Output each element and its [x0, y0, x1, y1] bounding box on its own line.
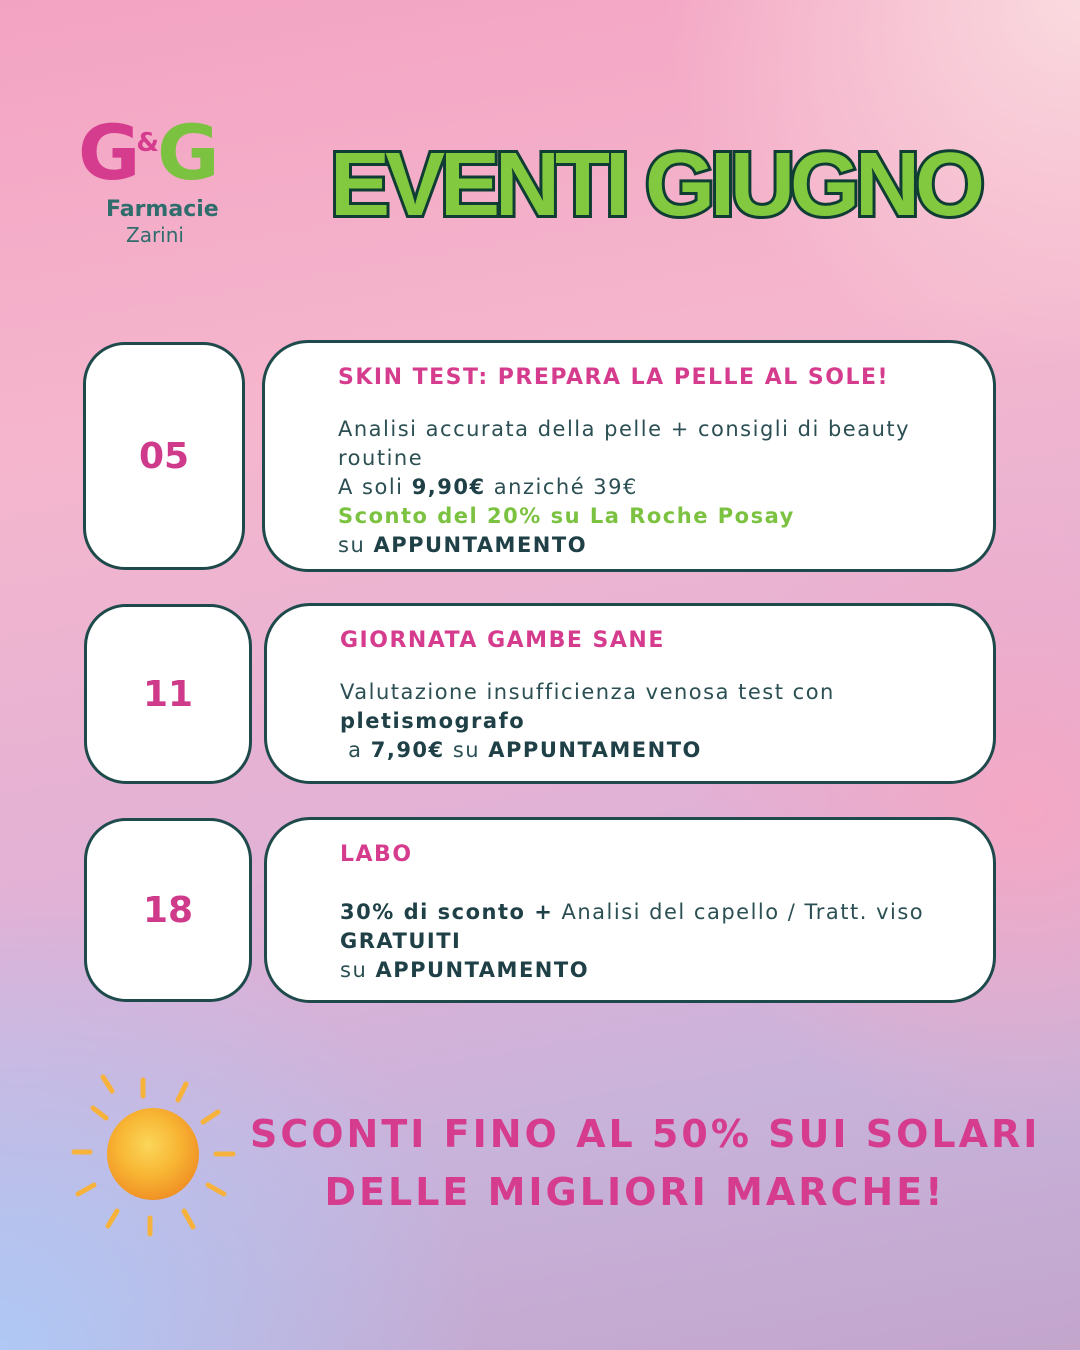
- price-suffix: anziché 39€: [485, 475, 638, 499]
- event-title: SKIN TEST: PREPARA LA PELLE AL SOLE!: [338, 365, 890, 390]
- event-date-box: [83, 342, 245, 570]
- event-desc-line: [340, 707, 960, 736]
- event-date-box: [84, 818, 252, 1002]
- logo-monogram: [78, 108, 220, 197]
- booking-label: APPUNTAMENTO: [375, 958, 590, 982]
- price-prefix: a: [340, 738, 371, 762]
- event-discount: Sconto del 20% su La Roche Posay: [338, 504, 795, 528]
- event-booking: [340, 956, 960, 985]
- event-desc-line: Valutazione insufficienza venosa test con: [340, 680, 835, 704]
- event-title: LABO: [340, 842, 413, 867]
- booking-prefix: su: [444, 738, 489, 762]
- promo-line: DELLE MIGLIORI MARCHE!: [324, 1170, 946, 1214]
- event-description: [338, 415, 958, 560]
- event-price: 7,90€: [370, 738, 445, 762]
- event-desc-line: Analisi accurata della pelle + consigli di beauty: [338, 417, 911, 441]
- event-day: 05: [138, 435, 190, 477]
- booking-label: APPUNTAMENTO: [488, 738, 702, 762]
- event-offer-bold: 30% di sconto +: [340, 900, 554, 924]
- event-free: GRATUITI: [340, 929, 462, 953]
- promo-banner: [250, 1105, 1041, 1221]
- event-card: [262, 340, 996, 572]
- event-offer-line: [340, 898, 960, 927]
- logo-zarini: Zarini: [126, 223, 184, 247]
- event-price-line: [338, 473, 958, 502]
- event-card: [264, 603, 996, 784]
- brand-logo: [78, 108, 248, 250]
- event-booking: [338, 531, 958, 560]
- price-prefix: A soli: [338, 475, 412, 499]
- promo-line: SCONTI FINO AL 50% SUI SOLARI: [250, 1112, 1041, 1156]
- logo-g-green: G: [157, 108, 220, 197]
- event-description: [340, 678, 960, 765]
- booking-prefix: su: [340, 958, 376, 982]
- booking-prefix: su: [338, 533, 374, 557]
- booking-label: APPUNTAMENTO: [373, 533, 588, 557]
- event-card: [264, 817, 996, 1003]
- event-offer-text: Analisi del capello / Tratt. viso: [553, 900, 925, 924]
- logo-farmacie: Farmacie: [106, 197, 219, 222]
- logo-g-pink: G: [78, 108, 139, 197]
- event-date-box: [84, 604, 252, 784]
- event-price-line: [340, 736, 960, 765]
- event-price: 9,90€: [411, 475, 486, 499]
- event-free-line: [340, 927, 960, 956]
- event-desc-line: routine: [338, 446, 424, 470]
- logo-ampersand: &: [136, 128, 160, 158]
- sun-icon-graphic: [68, 1072, 238, 1237]
- event-day: 11: [142, 673, 194, 715]
- event-title: GIORNATA GAMBE SANE: [340, 628, 665, 653]
- event-description: [340, 898, 960, 985]
- event-day: 18: [142, 889, 194, 931]
- sun-icon: [68, 1072, 238, 1237]
- page-title: EVENTI GIUGNO: [329, 135, 981, 235]
- event-desc-bold: pletismografo: [340, 709, 526, 733]
